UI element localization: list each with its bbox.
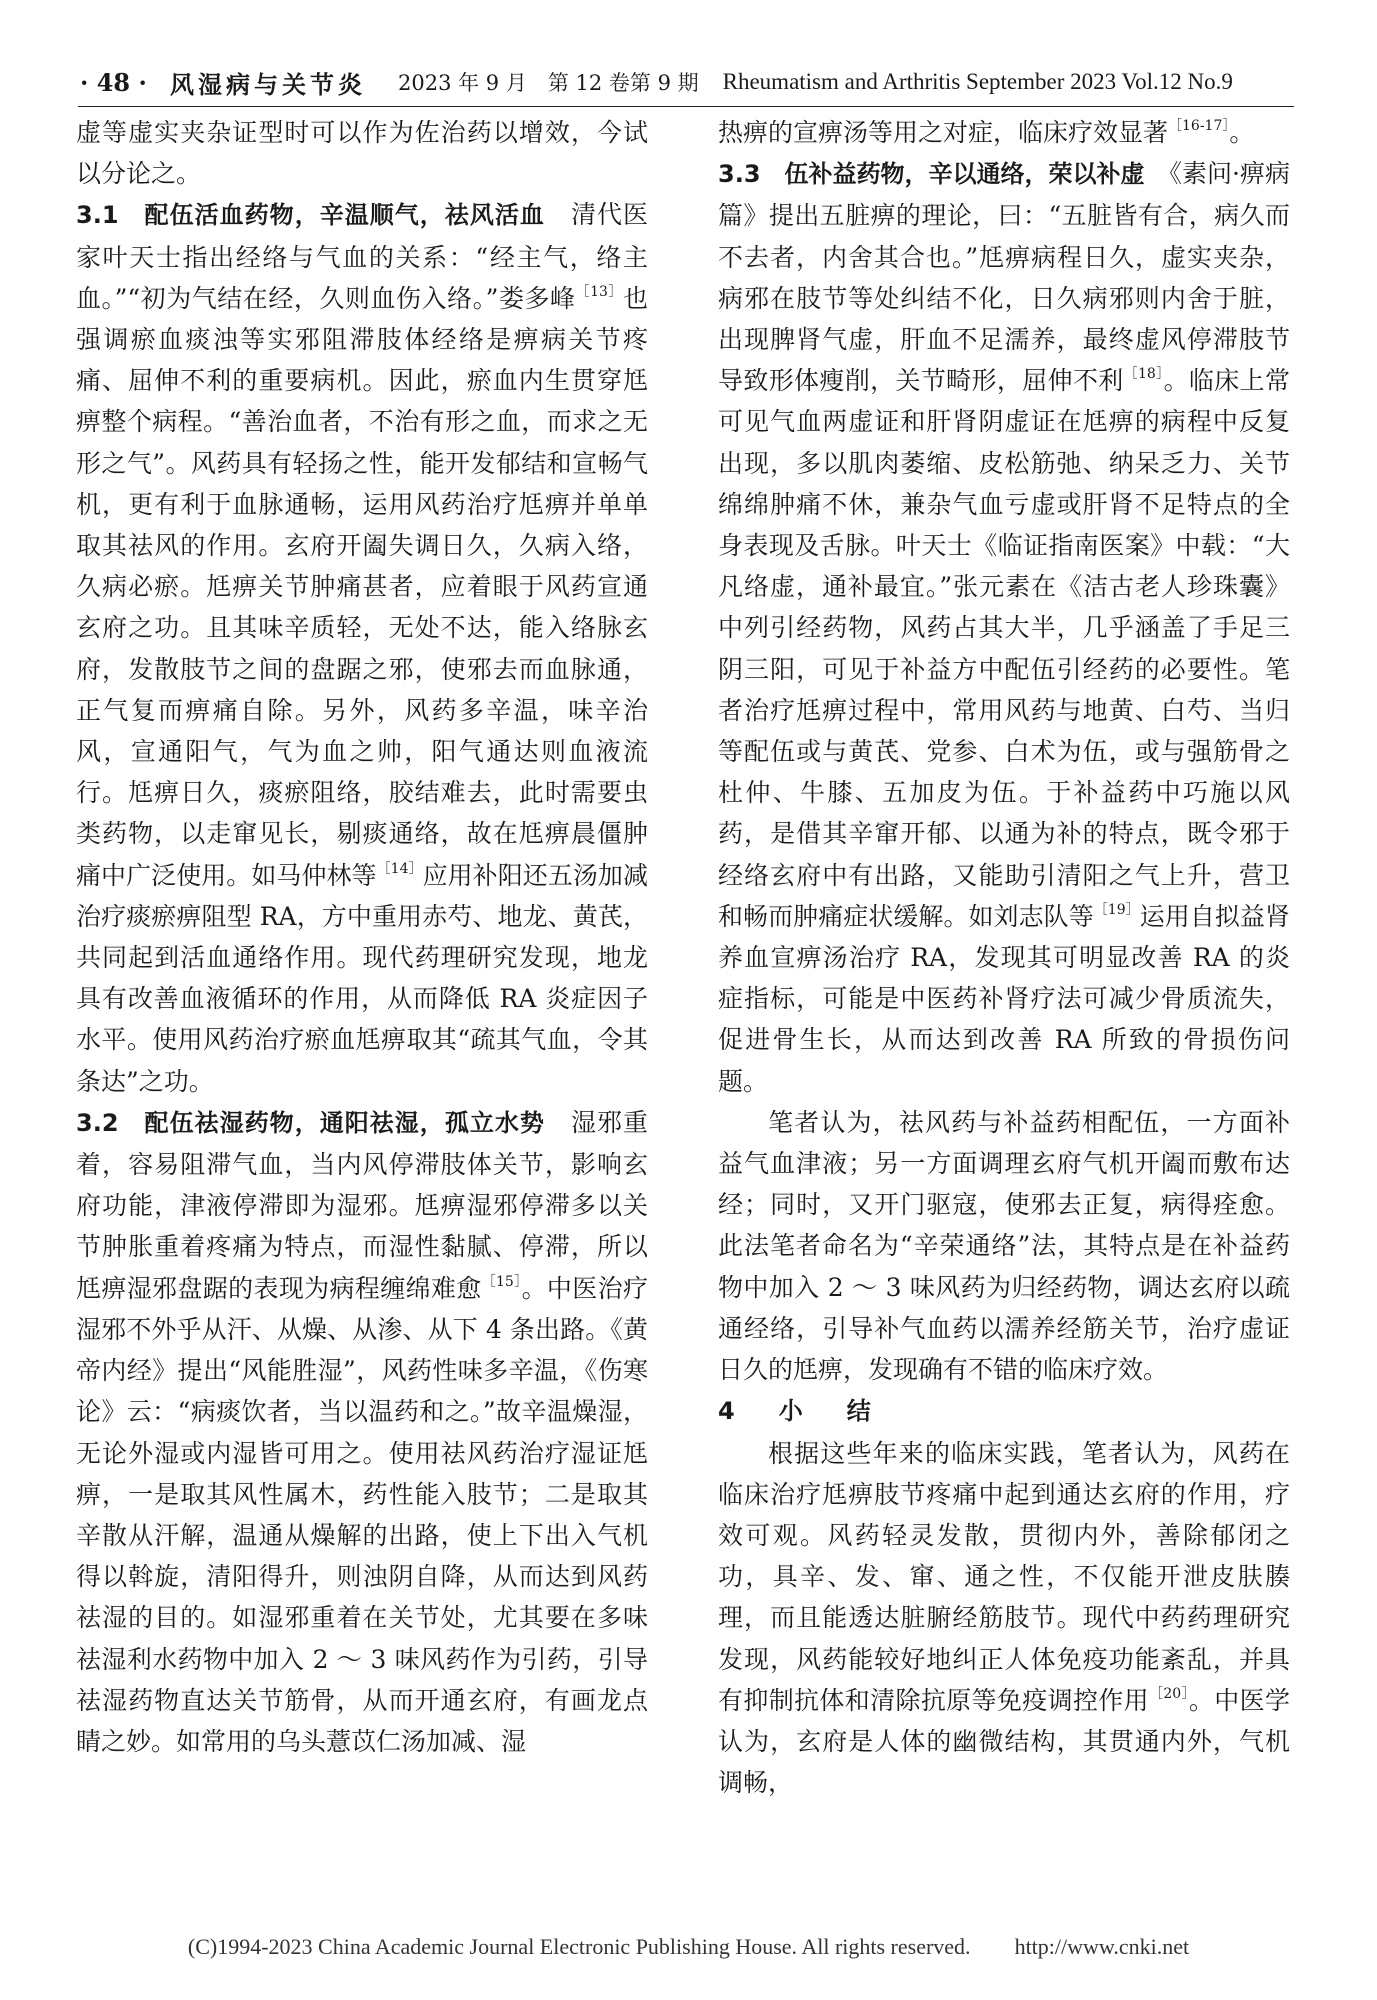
text: 热痹的宣痹汤等用之对症，临床疗效显著	[718, 118, 1169, 147]
section-heading-3-3: 3.3 伍补益药物，辛以通络，荣以补虚	[718, 160, 1145, 189]
cnki-link[interactable]: http://www.cnki.net	[1014, 1934, 1190, 1959]
section-heading-3-1: 3.1 配伍活血药物，辛温顺气，祛风活血	[76, 201, 545, 230]
citation-15: ［15］	[481, 1273, 522, 1290]
section-heading-4	[718, 1390, 1290, 1432]
text: 虚等虚实夹杂证型时可以作为佐治药以增效，今试以分论之。	[76, 118, 648, 189]
left-column	[76, 112, 648, 1762]
paragraph-intro-continuation	[76, 112, 648, 194]
text: 。中医治疗湿邪不外乎从汗、从燥、从渗、从下 4 条出路。《黄帝内经》提出“风能胜湿”，风药性味多辛温，《伤寒论》云：“病痰饮者，当以温药和之。”故辛温燥湿，无论外湿或内湿皆可用之。使用祛风药治疗湿证尪痹，一是取其风性属木，药性能入肢节；二是取其辛散从汗解，温通从燥解的出路，使上下出入气机得以斡旋，清阳得升，则浊阴自降，从而达到风药祛湿的目的。如湿邪重着在关节处，尤其要在多味祛湿利水药物中加入 2 ～ 3 味风药作为引药，引导祛湿药物直达关节筋骨，从而开通玄府，有画龙点睛之妙。如常用的乌头薏苡仁汤加减、湿	[76, 1273, 648, 1756]
section-heading-4-text: 4 小 结	[718, 1397, 881, 1426]
citation-16-17: ［16-17］	[1168, 118, 1230, 134]
citation-13: ［13］	[575, 283, 623, 300]
paragraph-3-2-continuation	[718, 112, 1290, 153]
text: 《素问·痹病篇》提出五脏痹的理论，曰：“五脏皆有合，病久而不去者，内舍其合也。”尪痹病程日久，虚实夹杂，病邪在肢节等处纠结不化，日久病邪则内舍于脏，出现脾肾气虚，肝血不足濡养，最终虚风停滞肢节导致形体瘦削，关节畸形，屈伸不利	[718, 159, 1290, 396]
paragraph-summary	[718, 1433, 1290, 1804]
issue-info-en: Rheumatism and Arthritis September 2023 Vol.12 No.9	[722, 69, 1233, 94]
running-header	[80, 62, 1290, 102]
text: 也强调瘀血痰浊等实邪阻滞肢体经络是痹病关节疼痛、屈伸不利的重要病机。因此，瘀血内生贯穿尪痹整个病程。“善治血者，不治有形之血，而求之无形之气”。风药具有轻扬之性，能开发郁结和宣畅气机，更有利于血脉通畅，运用风药治疗尪痹并单单取其祛风的作用。玄府开阖失调日久，久病入络，久病必瘀。尪痹关节肿痛甚者，应着眼于风药宣通玄府之功。且其味辛质轻，无处不达，能入络脉玄府，发散肢节之间的盘踞之邪，使邪去而血脉通，正气复而痹痛自除。另外，风药多辛温，味辛治风，宣通阳气，气为血之帅，阳气通达则血液流行。尪痹日久，痰瘀阻络，胶结难去，此时需要虫类药物，以走窜见长，剔痰通络，故在尪痹晨僵肿痛中广泛使用。如马仲林等	[76, 283, 648, 890]
section-heading-3-2: 3.2 配伍祛湿药物，通阳祛湿，孤立水势	[76, 1108, 545, 1137]
copyright-text: (C)1994-2023 China Academic Journal Electronic Publishing House. All rights reserved.	[187, 1934, 971, 1959]
text: 运用自拟益肾养血宣痹汤治疗 RA，发现其可明显改善 RA 的炎症指标，可能是中医药补肾疗法可减少骨质流失，促进骨生长，从而达到改善 RA 所致的骨损伤问题。	[718, 901, 1290, 1096]
citation-19: ［19］	[1093, 901, 1140, 918]
copyright-footer	[0, 1934, 1377, 1960]
journal-title-cn: 风湿病与关节炎	[170, 69, 366, 99]
text: 。临床上常可见气血两虚证和肝肾阴虚证在尪痹的病程中反复出现，多以肌肉萎缩、皮松筋弛、纳呆乏力、关节绵绵肿痛不休，兼杂气血亏虚或肝肾不足特点的全身表现及舌脉。叶天士《临证指南医案》中载：“大凡络虚，通补最宜。”张元素在《洁古老人珍珠囊》中列引经药物，风药占其大半，几乎涵盖了手足三阴三阳，可见于补益方中配伍引经药的必要性。笔者治疗尪痹过程中，常用风药与地黄、白芍、当归等配伍或与黄芪、党参、白术为伍，或与强筋骨之杜仲、牛膝、五加皮为伍。于补益药中巧施以风药，是借其辛窜开郁、以通为补的特点，既令邪于经络玄府中有出路，又能助引清阳之气上升，营卫和畅而肿痛症状缓解。如刘志队等	[718, 366, 1290, 931]
citation-14: ［14］	[376, 860, 423, 877]
right-column	[718, 112, 1290, 1803]
text: 湿邪重着，容易阻滞气血，当内风停滞肢体关节，影响玄府功能，津液停滞即为湿邪。尪痹湿邪停滞多以关节肿胀重着疼痛为特点，而湿性黏腻、停滞，所以尪痹湿邪盘踞的表现为病程缠绵难愈	[76, 1107, 648, 1303]
text: 。	[1229, 118, 1255, 147]
text: 。中医学认为，玄府是人体的幽微结构，其贯通内外，气机调畅，	[718, 1685, 1290, 1798]
section-3-2	[76, 1102, 648, 1762]
section-3-1	[76, 194, 648, 1101]
page-number: · 48 ·	[80, 67, 147, 97]
text: 清代医家叶天士指出经络与气血的关系：“经主气，络主血。”“初为气结在经，久则血伤入络。”娄多峰	[76, 200, 648, 313]
citation-18: ［18］	[1123, 366, 1164, 383]
citation-20: ［20］	[1149, 1685, 1189, 1702]
text: 应用补阳还五汤加减治疗痰瘀痹阻型 RA，方中重用赤芍、地龙、黄芪，共同起到活血通络作用。现代药理研究发现，地龙具有改善血液循环的作用，从而降低 RA 炎症因子水平。使用风药治疗瘀血尪痹取其“疏其气血，令其条达”之功。	[76, 860, 648, 1096]
issue-info-cn: 2023 年 9 月 第 12 卷第 9 期	[398, 71, 699, 95]
header-rule	[78, 106, 1294, 107]
text: 根据这些年来的临床实践，笔者认为，风药在临床治疗尪痹肢节疼痛中起到通达玄府的作用，疗效可观。风药轻灵发散，贯彻内外，善除郁闭之功，具辛、发、窜、通之性，不仅能开泄皮肤腠理，而且能透达脏腑经筋肢节。现代中药药理研究发现，风药能较好地纠正人体免疫功能紊乱，并具有抑制抗体和清除抗原等免疫调控作用	[718, 1438, 1290, 1715]
section-3-3	[718, 153, 1290, 1102]
paragraph-author-view: 笔者认为，祛风药与补益药相配伍，一方面补益气血津液；另一方面调理玄府气机开阖而敷布达经；同时，又开门驱寇，使邪去正复，病得痊愈。此法笔者命名为“辛荣通络”法，其特点是在补益药物中加入 2 ～ 3 味风药为归经药物，调达玄府以疏通经络，引导补气血药以濡养经筋关节，治疗虚证日久的尪痹，发现确有不错的临床疗效。	[718, 1107, 1290, 1385]
